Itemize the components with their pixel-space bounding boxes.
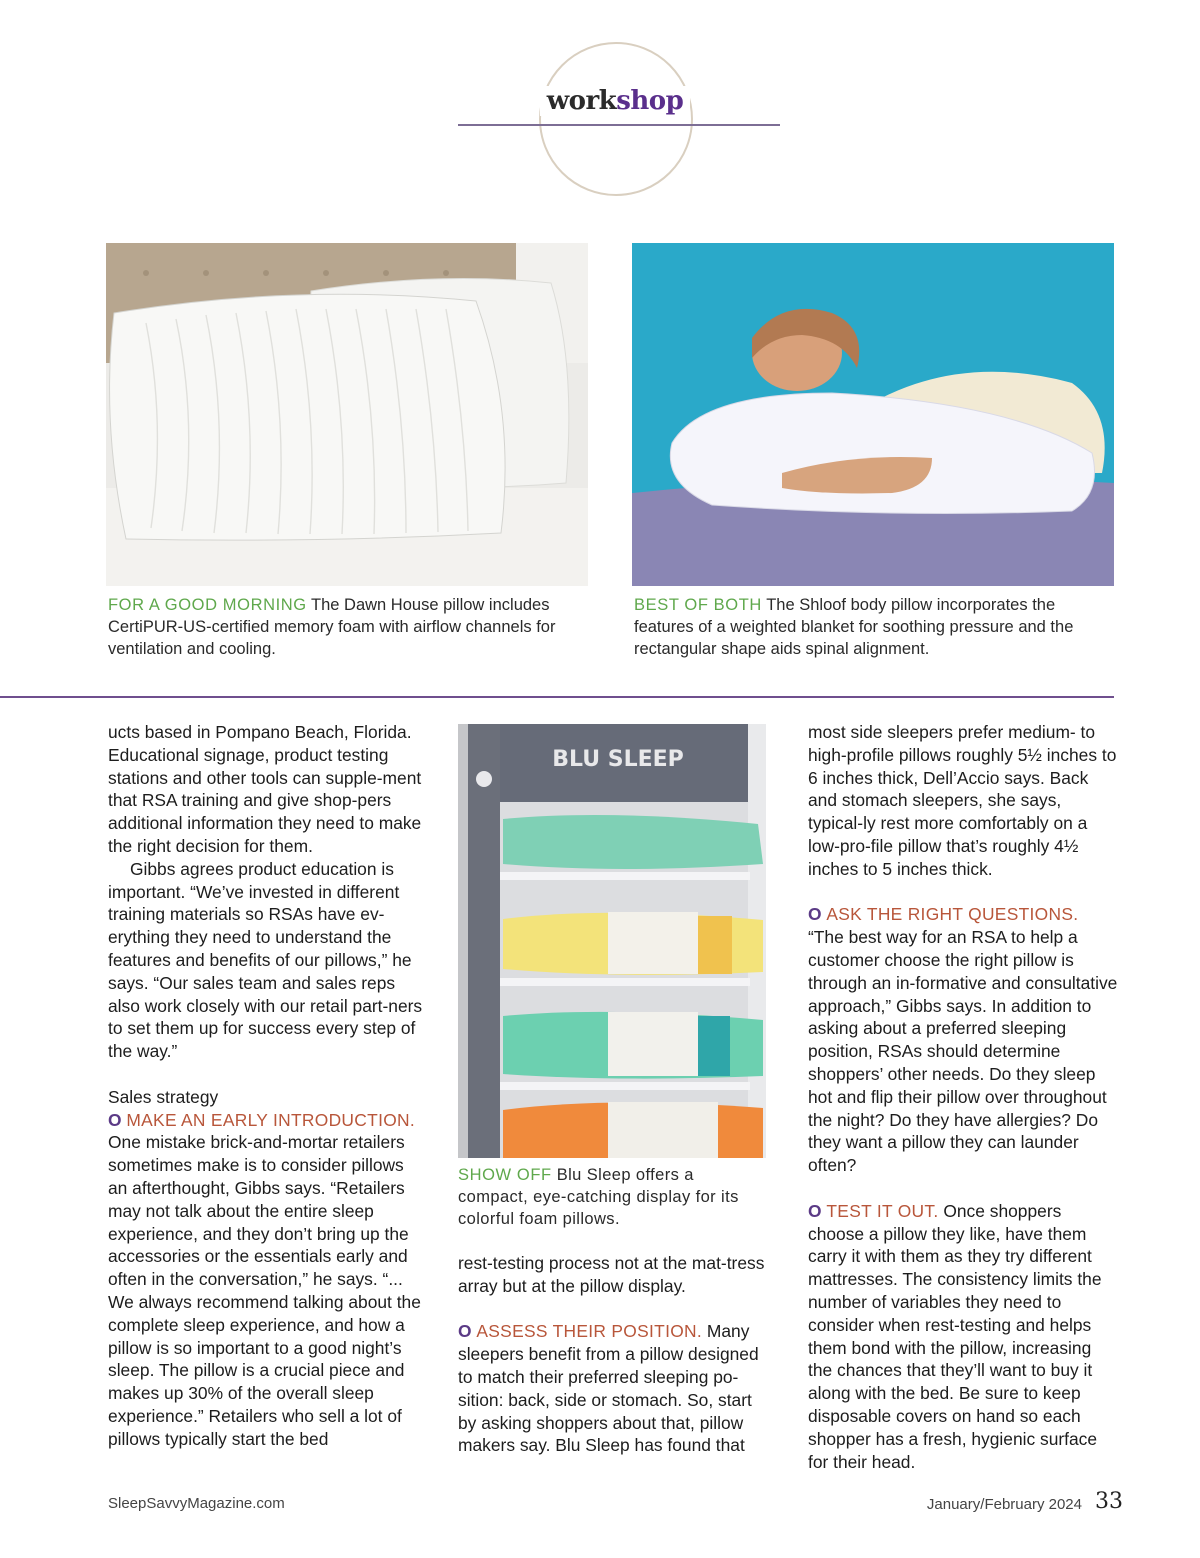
column-2 (458, 1164, 768, 1457)
sign-text: BLU SLEEP (552, 747, 684, 772)
bullet-icon: O (808, 1200, 822, 1221)
column2-paragraph-2: Many sleepers benefit from a pillow designed to match their preferred sleeping po-sition: back, side or stomach. So, start by asking shoppers about that, pillow makers say. Blu Sleep has found that (458, 1321, 759, 1456)
heading-assess-position: ASSESS THEIR POSITION. (476, 1321, 703, 1342)
caption-left-head: FOR A GOOD MORNING (108, 596, 307, 614)
caption-right-body: The Shloof body pillow incorporates the features of a weighted blanket for soothing pressure and the rectangular shape aids spinal alignment. (634, 596, 1074, 658)
column-1 (108, 721, 423, 1451)
header-circle (539, 42, 693, 196)
caption-right (634, 594, 1114, 660)
photo-shloof-body-pillow (632, 243, 1114, 586)
photo-dawn-house-pillow (106, 243, 588, 586)
caption-middle-body: Blu Sleep offers a compact, eye-catching display for its colorful foam pillows. (458, 1166, 739, 1228)
column3-paragraph-1: most side sleepers prefer medium- to high-profile pillows roughly 5½ inches to 6 inches thick, Dell’Accio says. Back and stomach sleepers, she says, typical-ly rest more comfortably on a low-pro-file pillow that’s roughly 4½ inches to 5 inches thick. (808, 722, 1117, 879)
column1-paragraph-2: Gibbs agrees product education is important. “We’ve invested in different training materials so RSAs have ev-erything they need to understand the features and benefits of our pillows,” he says. “Our sales team and sales reps also work closely with our retail part-ners to set them up for success every step of the way.” (108, 858, 423, 1062)
footer-website: SleepSavvyMagazine.com (108, 1495, 285, 1512)
header-rule (458, 124, 780, 126)
caption-right-head: BEST OF BOTH (634, 596, 762, 614)
caption-middle (458, 1164, 768, 1230)
column-3 (808, 721, 1118, 1473)
bullet-icon: O (808, 904, 822, 925)
section-title-part2: shop (616, 86, 684, 116)
section-title (540, 86, 690, 116)
section-title-part1: work (546, 86, 617, 116)
bullet-icon: O (458, 1321, 472, 1342)
footer-issue: January/February 2024 (926, 1496, 1082, 1513)
subhead-sales-strategy: Sales strategy (108, 1086, 219, 1107)
column3-paragraph-2: “The best way for an RSA to help a customer choose the right pillow is through an in-formative and consultative approach,” Gibbs says. In addition to asking about a preferred sleeping position, RSAs should determine shoppers’ other needs. Do they sleep hot and flip their pillow over throughout the night? Do they have allergies? Do they want a pillow they can launder often? (808, 927, 1118, 1176)
heading-early-introduction: MAKE AN EARLY INTRODUCTION. (126, 1109, 416, 1130)
column3-paragraph-3: Once shoppers choose a pillow they like, have them carry it with them as they try different mattresses. The consistency limits the number of variables they need to consider when rest-testing and helps them bond with the pillow, increasing the chances that they’ll want to buy it along with the bed. Be sure to keep disposable covers on hand so each shopper has a fresh, hygienic surface for their head. (808, 1200, 1102, 1472)
column1-paragraph-3: One mistake brick-and-mortar retailers sometimes make is to consider pillows an afterthought, Gibbs says. “Retailers may not talk about the entire sleep experience, and they don’t bring up the accessories or the essentials early and often in the conversation,” he says. “... We always recommend talking about the complete sleep experience, and how a pillow is so important to a good night’s sleep. The pillow is a crucial piece and makes up 30% of the overall sleep experience.” Retailers who sell a lot of pillows typically start the bed (108, 1132, 421, 1449)
section-divider (0, 696, 1114, 698)
caption-left-body: The Dawn House pillow includes CertiPUR-US-certified memory foam with airflow channels for ventilation and cooling. (108, 596, 556, 658)
column2-paragraph-1: rest-testing process not at the mat-tress array but at the pillow display. (458, 1253, 765, 1296)
caption-middle-head: SHOW OFF (458, 1166, 552, 1184)
heading-test-it-out: TEST IT OUT. (826, 1200, 939, 1221)
column1-paragraph-1: ucts based in Pompano Beach, Florida. Educational signage, product testing stations and other tools can supple-ment that RSA training and give shop-pers additional information they need to make the right decision for them. (108, 722, 422, 856)
photo-blu-sleep-display (458, 724, 766, 1158)
heading-right-questions: ASK THE RIGHT QUESTIONS. (826, 904, 1079, 925)
bullet-icon: O (108, 1109, 122, 1130)
caption-left (108, 594, 588, 660)
page-number: 33 (1095, 1489, 1123, 1514)
